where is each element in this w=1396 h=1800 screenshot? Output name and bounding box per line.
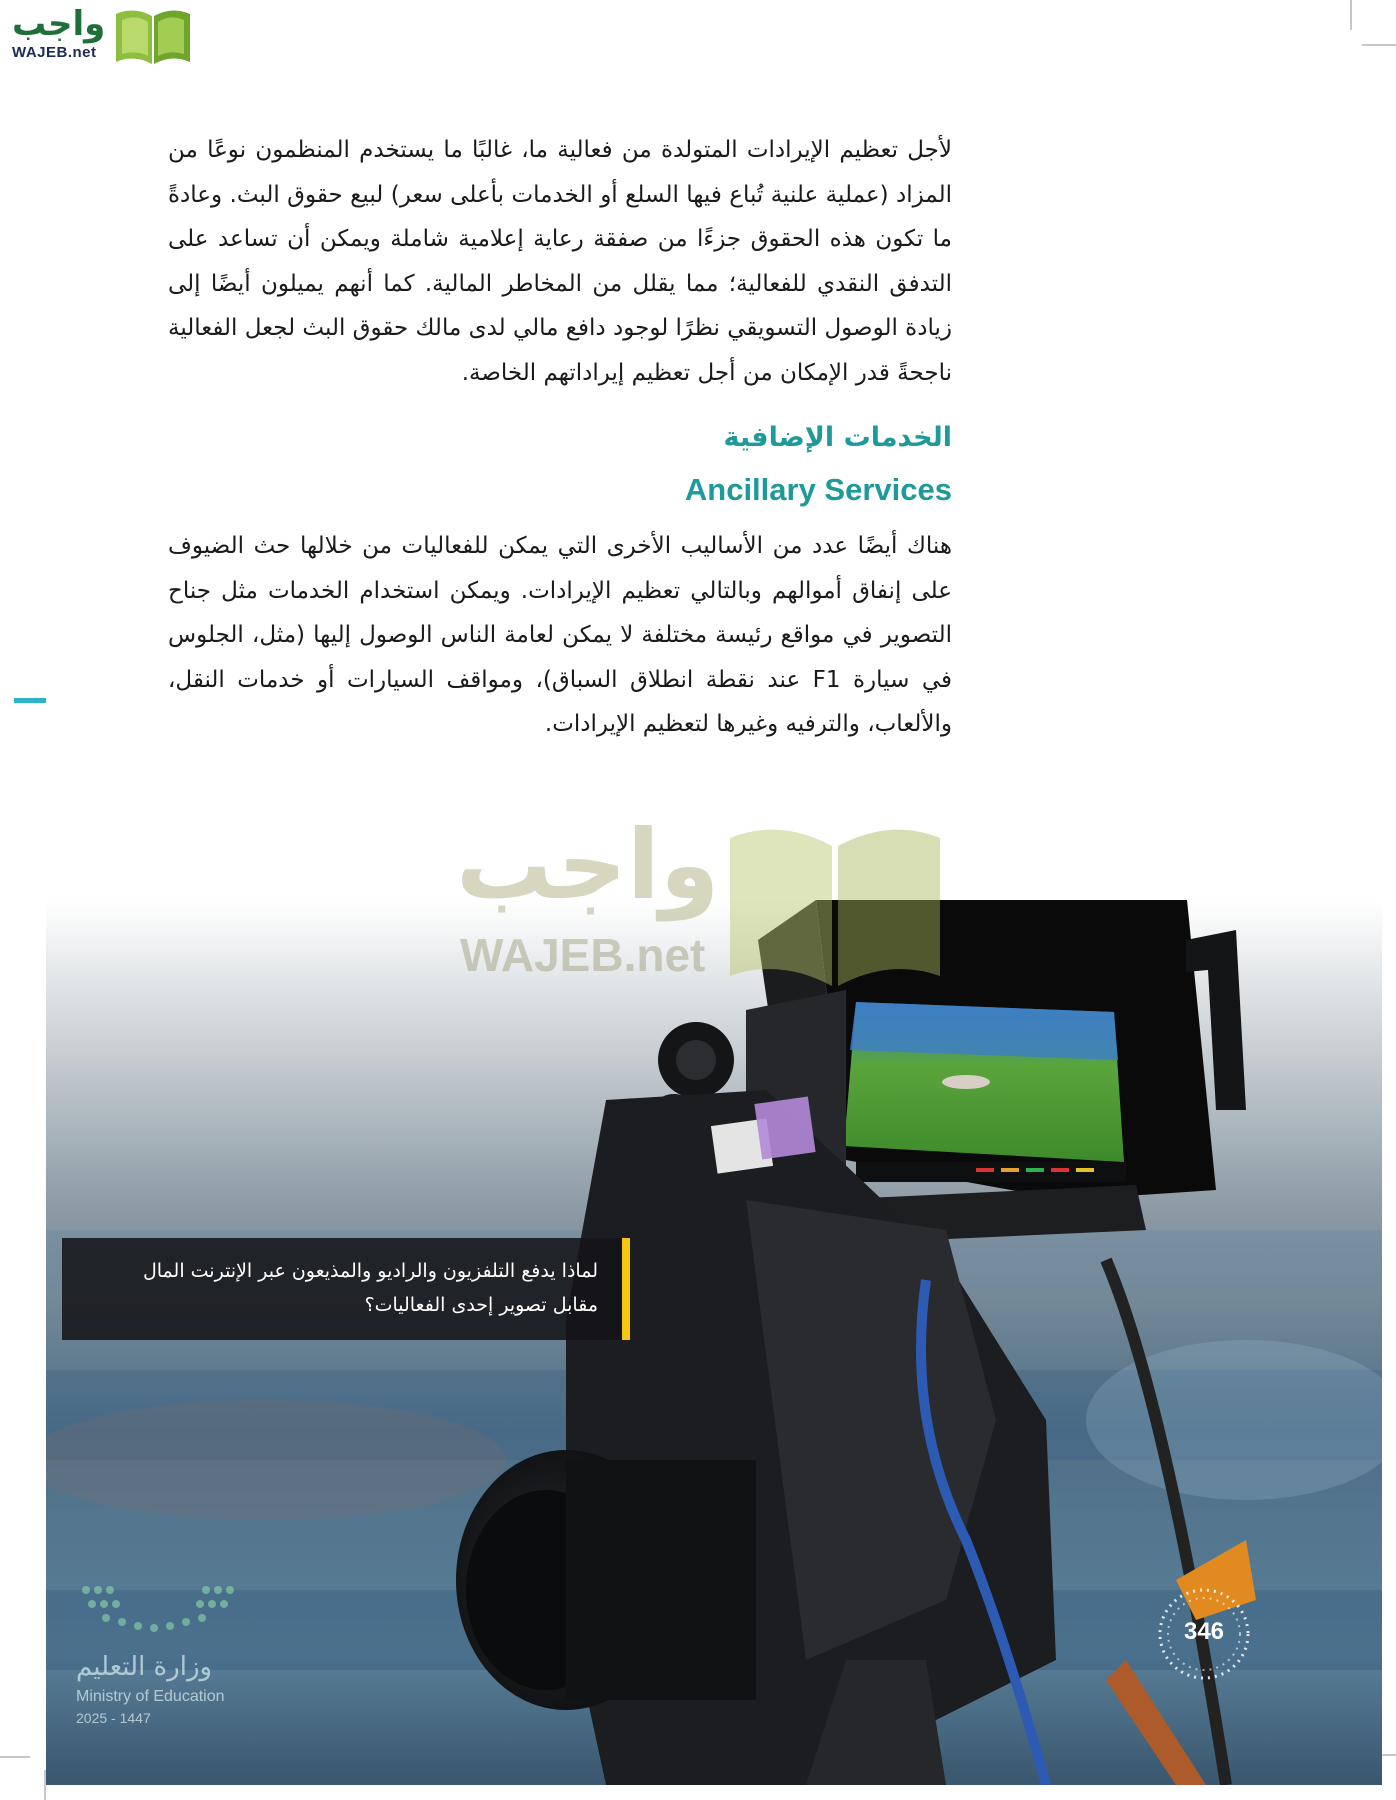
logo-english-text: WAJEB.net <box>12 44 97 61</box>
ministry-year: 2025 - 1447 <box>76 1710 151 1726</box>
page-number-badge <box>1152 1582 1256 1686</box>
crop-mark-left-bottom <box>0 1756 30 1758</box>
section-paragraph: هناك أيضًا عدد من الأساليب الأخرى التي يمكن للفعاليات من خلالها حث الضيوف على إنفاق أموالهم وبالتالي تعظيم الإيرادات. ويمكن استخدام الخدمات مثل جناح التصوير في مواقع رئيسة مختلفة لا يمكن لعامة الناس الوصول إليها (مثل، الجلوس في سيارة F1 عند نقطة انطلاق السباق)، ومواقف السيارات أو خدمات النقل، والألعاب، والترفيه وغيرها لتعظيم الإيرادات. <box>168 533 952 737</box>
watermark-arabic-text: واجب <box>456 809 720 921</box>
photo-caption-box <box>62 1238 630 1340</box>
photo-caption-text: لماذا يدفع التلفزيون والراديو والمذيعون عبر الإنترنت المال مقابل تصوير إحدى الفعاليات؟ <box>142 1260 598 1316</box>
open-book-icon <box>112 6 194 66</box>
page-number: 346 <box>1183 1618 1225 1645</box>
crop-mark-right-top <box>1362 44 1396 46</box>
crop-mark-top <box>1350 0 1352 30</box>
ministry-of-education-logo <box>76 1580 256 1730</box>
watermark <box>440 810 960 990</box>
watermark-book-icon <box>720 818 950 988</box>
watermark-english-text: WAJEB.net <box>460 929 706 981</box>
caption-accent-bar <box>622 1238 630 1340</box>
section-heading-arabic: الخدمات الإضافية <box>723 422 952 453</box>
intro-paragraph: لأجل تعظيم الإيرادات المتولدة من فعالية ما، غالبًا ما يستخدم المنظمون نوعًا من المزاد (عملية علنية تُباع فيها السلع أو الخدمات بأعلى سعر) لبيع حقوق البث. وعادةً ما تكون هذه الحقوق جزءًا من صفقة رعاية إعلامية شاملة ويمكن أن تساعد على التدفق النقدي للفعالية؛ مما يقلل من المخاطر المالية. كما أنهم يميلون أيضًا إلى زيادة الوصول التسويقي نظرًا لوجود دافع مالي لدى مالك حقوق البث لجعل الفعالية ناجحةً قدر الإمكان من أجل تعظيم إيراداتهم الخاصة. <box>168 137 952 386</box>
wajeb-logo[interactable] <box>6 4 196 66</box>
section-heading-english: Ancillary Services <box>684 472 952 507</box>
margin-tick-marker <box>14 698 46 703</box>
logo-arabic-text: واجب <box>12 4 106 44</box>
ministry-english-name: Ministry of Education <box>76 1688 225 1705</box>
ministry-dots-icon <box>76 1580 246 1644</box>
ministry-arabic-name: وزارة التعليم <box>76 1652 213 1682</box>
